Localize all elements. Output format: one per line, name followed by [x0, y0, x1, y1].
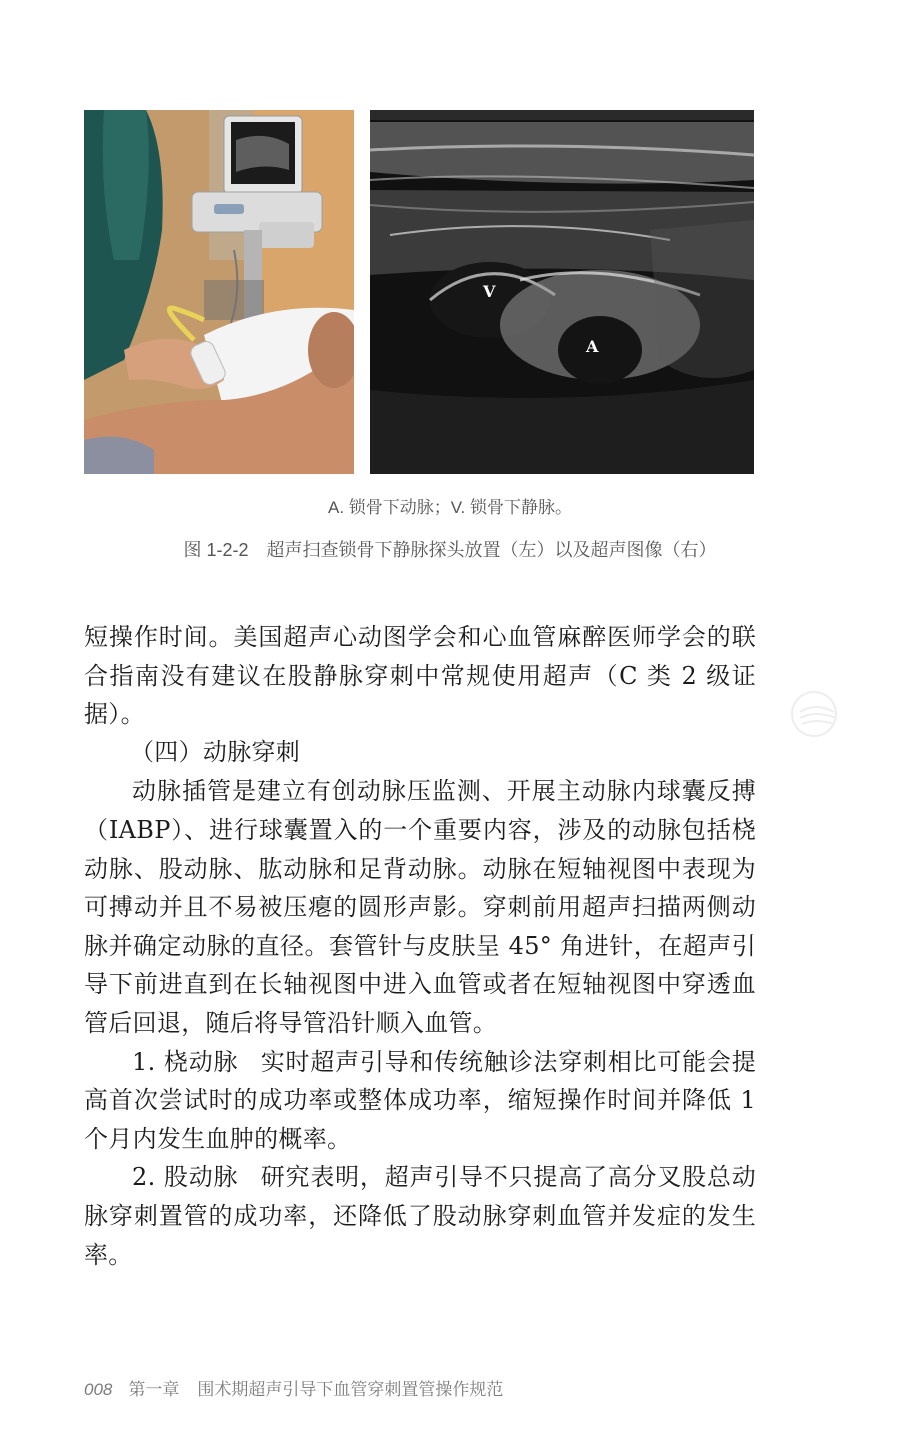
- chapter-number: 第一章: [128, 1380, 180, 1399]
- probe-placement-photo: [84, 110, 354, 474]
- paragraph-arterial-cannulation: 动脉插管是建立有创动脉压监测、开展主动脉内球囊反搏（IABP）、进行球囊置入的一个重要内容，涉及的动脉包括桡动脉、股动脉、肱动脉和足背动脉。动脉在短轴视图中表现为可搏动并且不易被压瘪的圆形声影。穿刺前用超声扫描两侧动脉并确定动脉的直径。套管针与皮肤呈 45° 角进针，在超声引导下前进直到在长轴视图中进入血管或者在短轴视图中穿透血管后回退，随后将导管沿针顺入血管。: [84, 777, 756, 1037]
- chapter-title: 围术期超声引导下血管穿刺置管操作规范: [197, 1380, 504, 1399]
- artery-label: A: [586, 337, 599, 356]
- paragraph-femoral-artery: [84, 1158, 756, 1274]
- figure-title: 超声扫查锁骨下静脉探头放置（左）以及超声图像（右）: [266, 540, 717, 560]
- item-text-radial-artery: 实时超声引导和传统触诊法穿刺相比可能会提高首次尝试时的成功率或整体成功率，缩短操作时间并降低 1 个月内发生血肿的概率。: [84, 1047, 757, 1153]
- figure-number: 图 1-2-2: [183, 540, 249, 560]
- figure-legend: A. 锁骨下动脉；V. 锁骨下静脉。: [327, 498, 572, 517]
- item-title-femoral-artery: 2. 股动脉: [132, 1163, 239, 1192]
- body-text: [84, 618, 756, 1274]
- item-title-radial-artery: 1. 桡动脉: [132, 1047, 239, 1076]
- item-text-femoral-artery: 研究表明，超声引导不只提高了高分叉股总动脉穿刺置管的成功率，还降低了股动脉穿刺血管并发症的发生率。: [84, 1163, 757, 1269]
- section-heading-arterial-puncture: （四）动脉穿刺: [130, 738, 301, 766]
- watermark-logo: [790, 688, 842, 740]
- paragraph-femoral-vein: 短操作时间。美国超声心动图学会和心血管麻醉医师学会的联合指南没有建议在股静脉穿刺中常规使用超声（C 类 2 级证据）。: [84, 623, 756, 729]
- page-number: 008: [84, 1380, 113, 1399]
- page-footer: [84, 1375, 503, 1400]
- figure-caption: [0, 536, 900, 562]
- paragraph-radial-artery: [84, 1043, 756, 1159]
- figure: [84, 110, 754, 474]
- vein-label: V: [483, 282, 496, 301]
- ultrasound-image: [370, 110, 754, 474]
